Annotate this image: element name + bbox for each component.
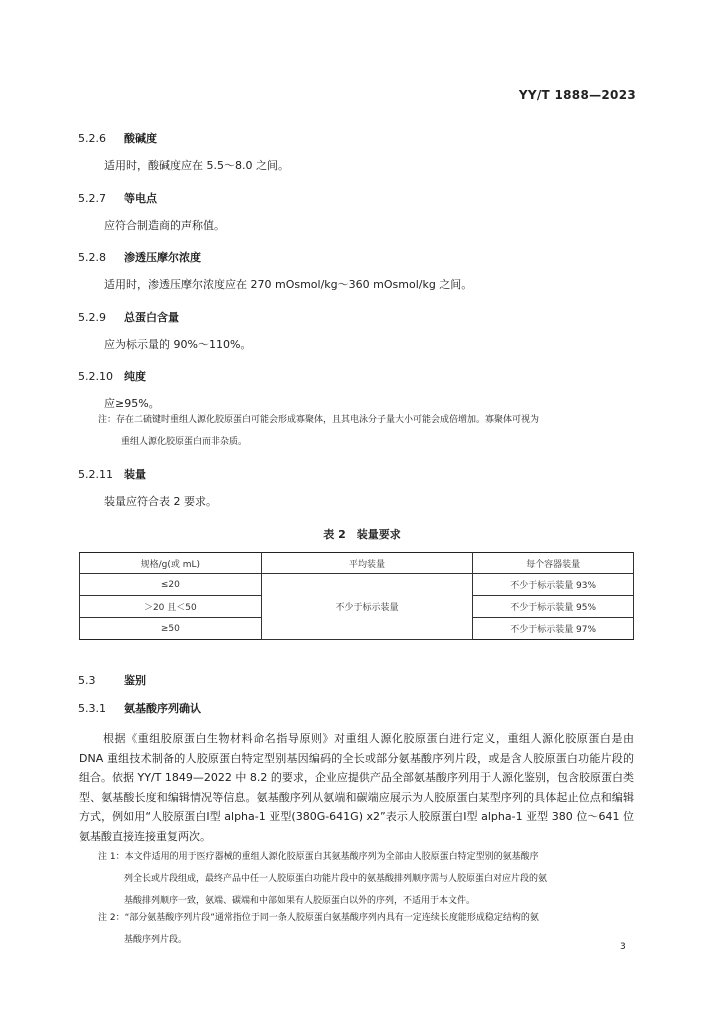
- section-5-2-10-text: 应≥95%。: [104, 397, 160, 410]
- section-5-2-6-heading: [78, 130, 157, 146]
- section-number: 5.2.9: [78, 311, 106, 324]
- table-header-row: [80, 553, 634, 574]
- section-number: 5.2.8: [78, 251, 106, 264]
- section-title: 鉴别: [124, 674, 146, 687]
- cell-each: 不少于标示装量 97%: [473, 618, 634, 640]
- section-title: 酸碱度: [124, 132, 157, 145]
- section-number: 5.2.7: [78, 192, 106, 205]
- section-5-2-7-heading: [78, 190, 157, 206]
- page-number: 3: [620, 942, 626, 952]
- standard-number: YY/T 1888—2023: [518, 88, 636, 102]
- section-5-2-7-text: 应符合制造商的声称值。: [104, 219, 225, 232]
- section-5-2-6-text: 适用时，酸碱度应在 5.5～8.0 之间。: [104, 159, 289, 172]
- section-title: 总蛋白含量: [124, 311, 179, 324]
- section-number: 5.2.10: [78, 370, 113, 383]
- cell-spec: ≥50: [80, 618, 262, 640]
- cell-each: 不少于标示装量 93%: [473, 574, 634, 596]
- section-5-2-11-text: 装量应符合表 2 要求。: [104, 495, 217, 508]
- section-title: 渗透压摩尔浓度: [124, 251, 201, 264]
- note-1-line-3: 基酸排列顺序一致，氨端、碳端和中部如果有人胶原蛋白以外的序列，不适用于本文件。: [124, 896, 476, 906]
- section-number: 5.3: [78, 674, 96, 687]
- note-2-line-2: 基酸序列片段。: [124, 935, 188, 945]
- cell-spec: ＞20 且＜50: [80, 596, 262, 618]
- header-average: 平均装量: [261, 553, 473, 574]
- section-5-2-11-heading: [78, 466, 146, 482]
- section-number: 5.3.1: [78, 702, 106, 715]
- section-5-2-10-heading: [78, 368, 146, 384]
- header-spec: 规格/g(或 mL): [80, 553, 262, 574]
- cell-average: 不少于标示装量: [261, 574, 473, 640]
- cell-each: 不少于标示装量 95%: [473, 596, 634, 618]
- table-2: [79, 552, 634, 640]
- note-1-line-1: 注 1：本文件适用的用于医疗器械的重组人源化胶原蛋白其氨基酸序列为全部由人胶原蛋白特定型别的氨基酸序: [98, 852, 539, 862]
- header-each: 每个容器装量: [473, 553, 634, 574]
- section-title: 等电点: [124, 192, 157, 205]
- cell-spec: ≤20: [80, 574, 262, 596]
- section-5-2-8-text: 适用时，渗透压摩尔浓度应在 270 mOsmol/kg～360 mOsmol/kg 之间。: [104, 278, 473, 291]
- section-5-3-1-heading: [78, 700, 201, 716]
- section-5-2-9-heading: [78, 309, 179, 325]
- section-5-3-heading: [78, 672, 146, 688]
- section-5-2-9-text: 应为标示量的 90%～110%。: [104, 338, 252, 351]
- section-title: 纯度: [124, 370, 146, 383]
- section-title: 氨基酸序列确认: [124, 702, 201, 715]
- table-row: [80, 574, 634, 596]
- section-5-3-1-paragraph: 根据《重组胶原蛋白生物材料命名指导原则》对重组人源化胶原蛋白进行定义，重组人源化胶原蛋白是由 DNA 重组技术制备的人胶原蛋白特定型别基因编码的全长或部分氨基酸序列片段，或是含人胶原蛋白功能片段的组合。依据 YY/T 1849—2022 中 8.2 的要求，企业应提供产品全部氨基酸序列用于人源化鉴别，包含胶原蛋白类型、氨基酸长度和编辑情况等信息。氨基酸序列从氨端和碳端应展示为人胶原蛋白某型序列的具体起止位点和编辑方式，例如用“人胶原蛋白Ⅰ型 alpha-1 亚型(380G-641G) x2”表示人胶原蛋白Ⅰ型 alpha-1 亚型 380 位～641 位氨基酸直接连接重复两次。: [79, 732, 634, 843]
- section-number: 5.2.11: [78, 468, 113, 481]
- section-title: 装量: [124, 468, 146, 481]
- section-number: 5.2.6: [78, 132, 106, 145]
- section-5-2-10-note-line-2: 重组人源化胶原蛋白而非杂质。: [121, 437, 248, 447]
- note-2-line-1: 注 2：“部分氨基酸序列片段”通常指位于同一条人胶原蛋白氨基酸序列内具有一定连续长度能形成稳定结构的氨: [98, 913, 539, 923]
- section-5-2-8-heading: [78, 249, 201, 265]
- section-5-2-10-note-line-1: 注：存在二硫键时重组人源化胶原蛋白可能会形成寡聚体，且其电泳分子量大小可能会成倍增加。寡聚体可视为: [98, 415, 540, 425]
- note-1-line-2: 列全长或片段组成，最终产品中任一人胶原蛋白功能片段中的氨基酸排列顺序需与人胶原蛋白对应片段的氨: [124, 874, 548, 884]
- table-2-caption: 表 2 装量要求: [323, 528, 401, 541]
